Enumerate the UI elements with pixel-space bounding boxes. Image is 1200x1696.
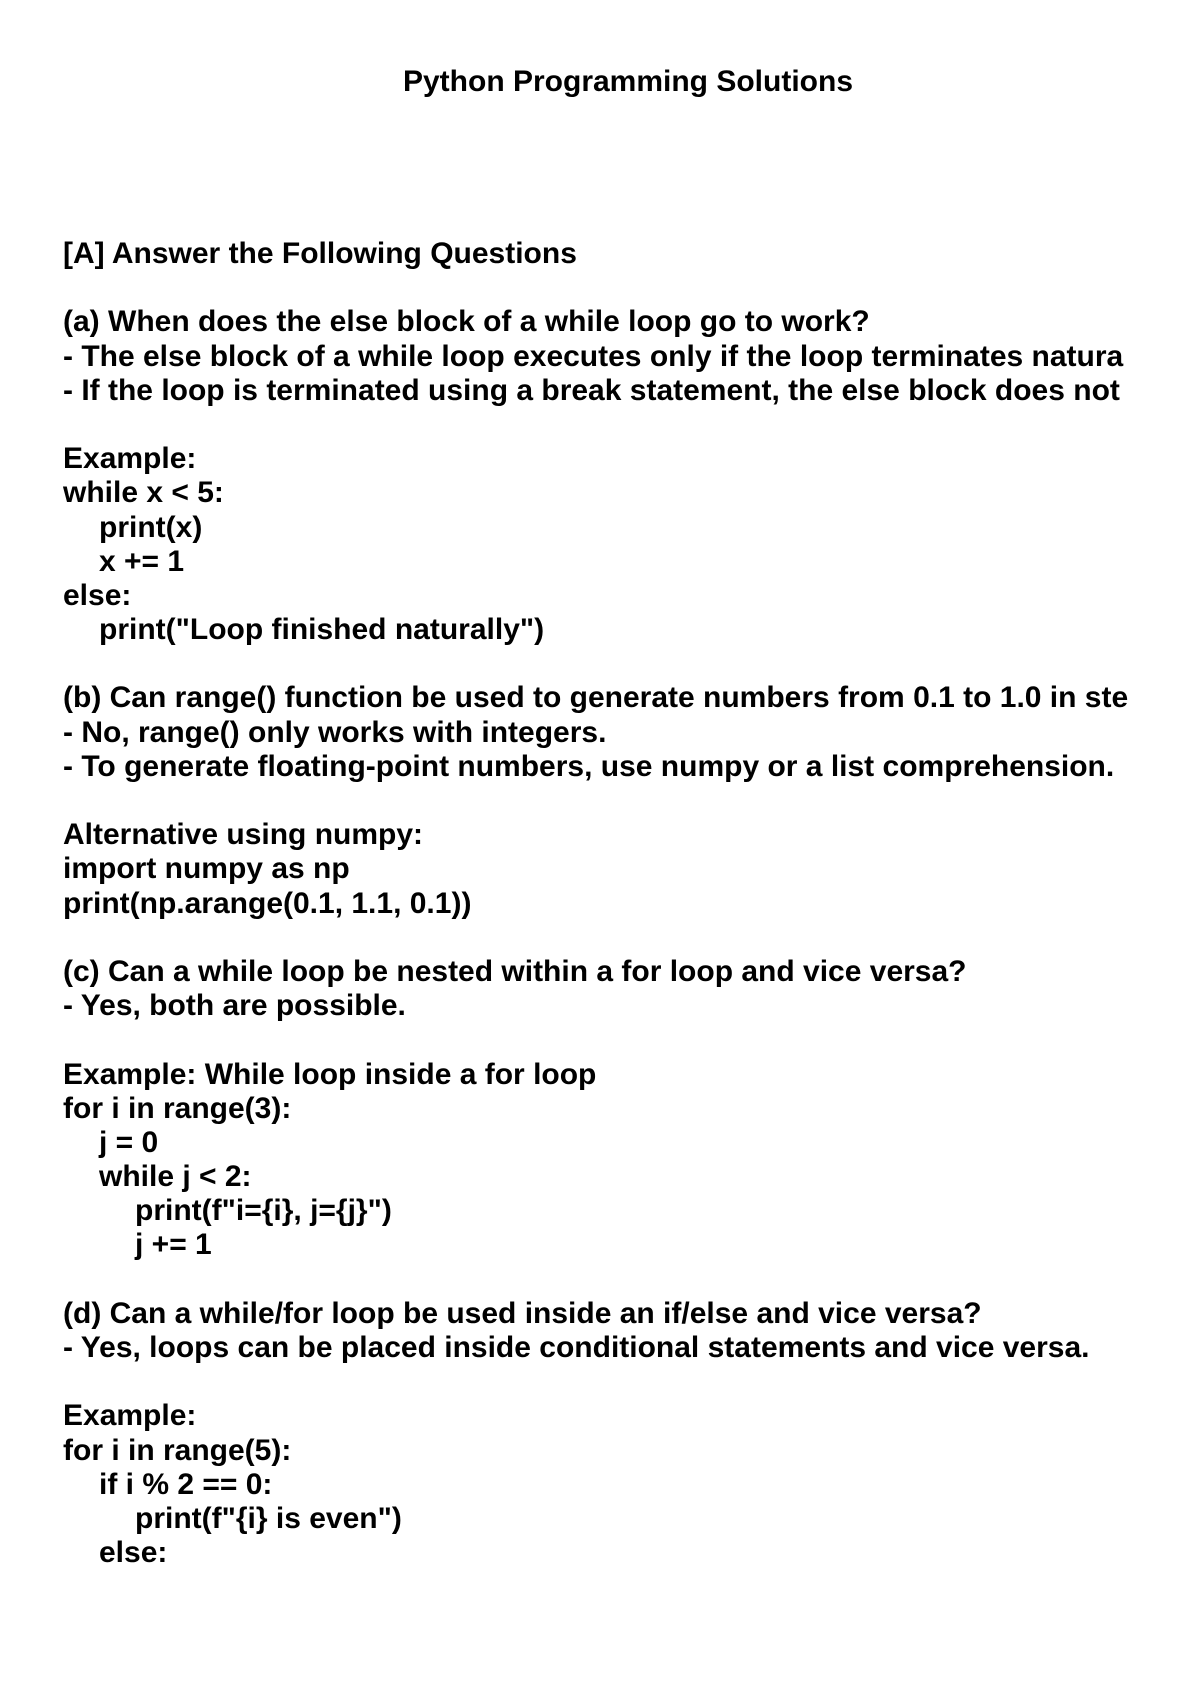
code-line: else: — [99, 1536, 168, 1570]
blank-line — [63, 784, 1200, 818]
blank-line — [63, 408, 1200, 442]
answer-line: - The else block of a while loop executes only if the loop terminates natura — [63, 339, 1124, 373]
question-line: (c) Can a while loop be nested within a for loop and vice versa? — [63, 954, 967, 988]
question-line: (a) When does the else block of a while loop go to work? — [63, 305, 870, 339]
code-line: else: — [63, 578, 132, 612]
code-line: import numpy as np — [63, 852, 350, 886]
code-line: print(x) — [99, 510, 203, 544]
code-line: x += 1 — [99, 544, 185, 578]
code-line: while j < 2: — [99, 1160, 252, 1194]
code-line: print(f"i={i}, j={j}") — [135, 1194, 392, 1228]
code-line: for i in range(5): — [63, 1433, 292, 1467]
blank-line — [63, 271, 1200, 305]
question-line: (b) Can range() function be used to generate numbers from 0.1 to 1.0 in ste — [63, 681, 1129, 715]
code-line: print("Loop finished naturally") — [99, 613, 545, 647]
answer-line: - Yes, loops can be placed inside conditional statements and vice versa. — [63, 1331, 1090, 1364]
code-line: j += 1 — [135, 1228, 212, 1262]
answer-line: - To generate floating-point numbers, use numpy or a list comprehension. — [63, 749, 1115, 783]
example-label: Example: — [63, 442, 197, 476]
code-line: while x < 5: — [63, 476, 224, 510]
code-line: j = 0 — [99, 1125, 159, 1159]
blank-line — [63, 921, 1200, 955]
code-line: print(f"{i} is even") — [135, 1501, 402, 1535]
page-title: Python Programming Solutions — [402, 65, 853, 98]
blank-line — [63, 647, 1200, 681]
answer-line: - If the loop is terminated using a break statement, the else block does not — [63, 373, 1120, 407]
example-label: Example: While loop inside a for loop — [63, 1057, 597, 1091]
example-label: Alternative using numpy: — [63, 818, 424, 852]
question-line: (d) Can a while/for loop be used inside an if/else and vice versa? — [63, 1296, 982, 1330]
section-heading: [A] Answer the Following Questions — [63, 237, 577, 270]
example-label: Example: — [63, 1399, 197, 1433]
blank-line — [63, 1365, 1200, 1399]
blank-line — [63, 1023, 1200, 1057]
blank-line — [63, 1263, 1200, 1297]
code-line: for i in range(3): — [63, 1091, 292, 1125]
document-body — [63, 237, 1200, 1570]
answer-line: - Yes, both are possible. — [63, 989, 406, 1023]
code-line: print(np.arange(0.1, 1.1, 0.1)) — [63, 886, 472, 920]
code-line: if i % 2 == 0: — [99, 1467, 273, 1501]
answer-line: - No, range() only works with integers. — [63, 715, 607, 749]
